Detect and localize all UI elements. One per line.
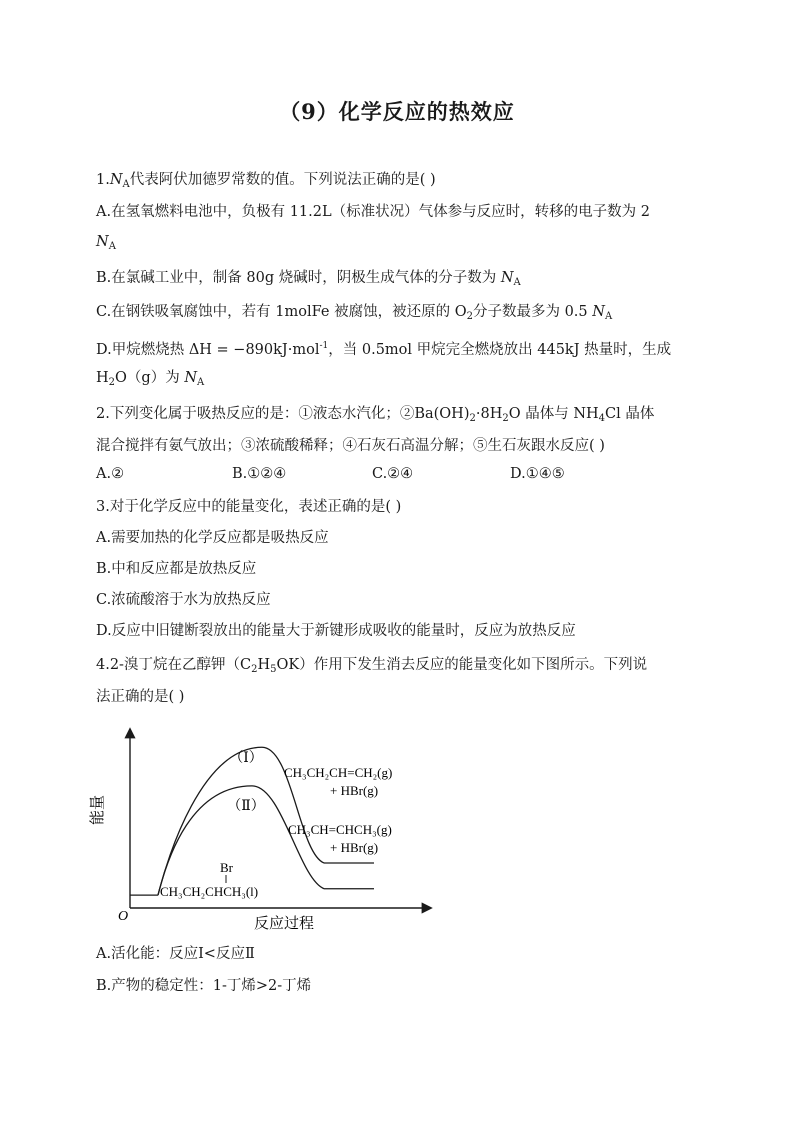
curve-1-label: （Ⅰ）: [229, 750, 263, 766]
question-2-option-a: A.②: [96, 466, 125, 482]
product-1-formula: CH₃CH₂CH=CH₂(g): [284, 765, 393, 780]
question-4-option-a: A.活化能：反应Ⅰ<反应Ⅱ: [96, 946, 255, 962]
question-4-stem: 4.2-溴丁烷在乙醇钾$(C_2H_5OK)$作用下发生消去反应的能量变化如下图所示。下列说: [96, 657, 648, 675]
question-4-option-b: B.产物的稳定性：1-丁烯>2-丁烯: [96, 978, 312, 994]
energy-profile-chart: [88, 722, 442, 932]
question-1-option-a: A.在氢氧燃料电池中，负极有 11.2L（标准状况）气体参与反应时，转移的电子数为 2: [96, 204, 650, 220]
question-1-option-c: C.在钢铁吸氧腐蚀中，若有 1molFe 被腐蚀，被还原的 $O_2$分子数最多为 0.5 $N_A$: [96, 304, 613, 322]
x-axis-label: 反应过程: [253, 914, 315, 932]
y-axis-label: 能量: [88, 794, 106, 826]
question-2-stem: 2.下列变化属于吸热反应的是：①液态水汽化；$②Ba(OH)_2\cdot 8H_2O$ 晶体与 $NH_4Cl$ 晶体: [96, 406, 655, 424]
question-2-stem-cont: 混合搅拌有氨气放出；③浓硫酸稀释；④石灰石高温分解；⑤生石灰跟水反应( ): [96, 438, 605, 454]
question-2-option-c: C.②④: [372, 466, 414, 482]
reactant-br-label: Br: [220, 860, 233, 875]
question-3-option-a: A.需要加热的化学反应都是吸热反应: [96, 530, 329, 546]
question-1-stem: $1.N_A$代表阿伏加德罗常数的值。下列说法正确的是( ): [96, 172, 436, 190]
question-3-option-c: C.浓硫酸溶于水为放热反应: [96, 592, 271, 608]
question-3-stem: 3.对于化学反应中的能量变化，表述正确的是( ): [96, 499, 402, 515]
question-3-option-d: D.反应中旧键断裂放出的能量大于新键形成吸收的能量时，反应为放热反应: [96, 623, 576, 639]
question-1-option-b: B.在氯碱工业中，制备 80g 烧碱时，阴极生成气体的分子数为 $N_A$: [96, 270, 521, 288]
question-1-option-d-cont: $H_2O(g)$为 $N_A$: [96, 370, 205, 388]
question-2-options: [96, 466, 696, 486]
question-1-option-a-cont: $N_A$: [96, 234, 116, 252]
origin-label: O: [118, 909, 129, 924]
reactant-formula: CH₃CH₂CHCH₃(l): [160, 884, 259, 899]
question-2-option-d: D.①④⑤: [510, 466, 565, 482]
curve-2-label: （Ⅱ）: [227, 798, 265, 814]
product-2-hbr: + HBr(g): [330, 840, 379, 855]
product-1-hbr: + HBr(g): [330, 783, 379, 798]
question-2-option-b: B.①②④: [232, 466, 287, 482]
question-1-option-d: D.甲烷燃烧热 ΔH = −890kJ·mol$^{-1}$，当 0.5mol 甲烷完全燃烧放出 445kJ 热量时，生成: [96, 341, 672, 358]
page-title: （9）化学反应的热效应: [279, 99, 515, 124]
question-3-option-b: B.中和反应都是放热反应: [96, 561, 257, 577]
question-4-stem-cont: 法正确的是( ): [96, 689, 185, 705]
product-2-formula: CH₃CH=CHCH₃(g): [288, 822, 392, 837]
